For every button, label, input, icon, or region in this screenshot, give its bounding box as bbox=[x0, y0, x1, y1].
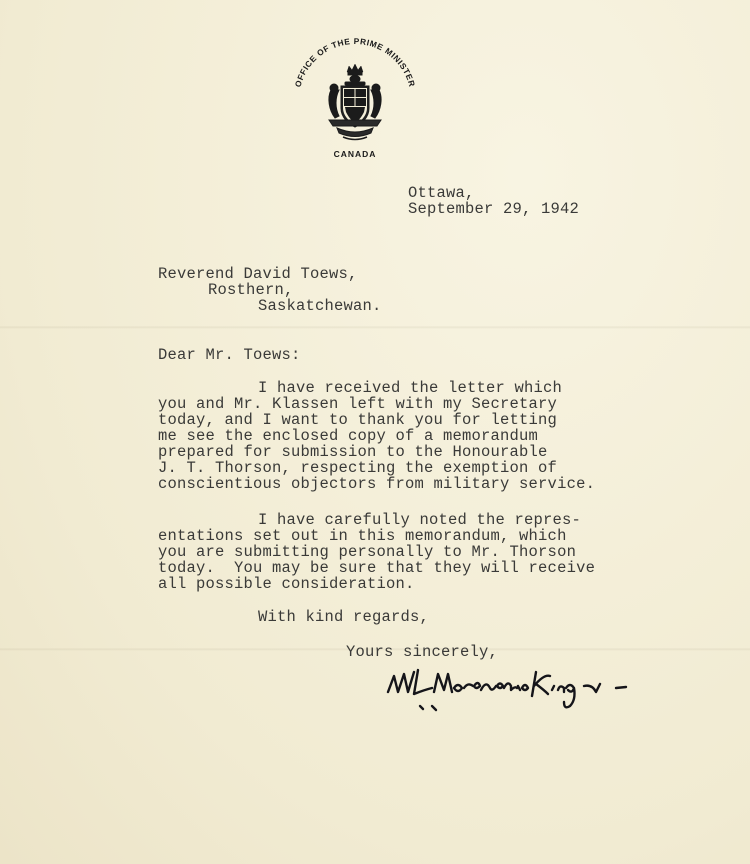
handwritten-signature-icon bbox=[384, 660, 654, 716]
recipient-name: Reverend David Toews, bbox=[158, 265, 358, 283]
dateline-date: September 29, 1942 bbox=[408, 200, 580, 218]
coat-of-arms-icon bbox=[329, 64, 381, 140]
body-line: J. T. Thorson, respecting the exemption of bbox=[158, 459, 558, 477]
body-line: today. You may be sure that they will receive bbox=[158, 559, 596, 577]
letterhead bbox=[285, 38, 425, 163]
body-line: me see the enclosed copy of a memorandum bbox=[158, 427, 539, 445]
recipient-province: Saskatchewan. bbox=[258, 297, 382, 315]
body-line: I have received the letter which bbox=[258, 379, 563, 397]
body-line: prepared for submission to the Honourable bbox=[158, 443, 548, 461]
recipient-town: Rosthern, bbox=[208, 281, 294, 299]
letterhead-seal bbox=[285, 38, 425, 150]
body-line: conscientious objectors from military service. bbox=[158, 475, 596, 493]
regards-line: With kind regards, bbox=[258, 608, 430, 626]
body-line: all possible consideration. bbox=[158, 575, 415, 593]
body-line: you are submitting personally to Mr. Thorson bbox=[158, 543, 577, 561]
body-line: you and Mr. Klassen left with my Secretary bbox=[158, 395, 558, 413]
letterhead-country: CANADA bbox=[333, 149, 377, 159]
body-line: today, and I want to thank you for letting bbox=[158, 411, 558, 429]
office-of-prime-minister-text: OFFICE OF THE PRIME MINISTER bbox=[292, 38, 418, 89]
signature bbox=[384, 660, 654, 721]
closing-line: Yours sincerely, bbox=[346, 643, 499, 661]
body-line: entations set out in this memorandum, which bbox=[158, 527, 567, 545]
salutation: Dear Mr. Toews: bbox=[158, 346, 301, 364]
dateline-city: Ottawa, bbox=[408, 184, 475, 202]
body-line: I have carefully noted the repres- bbox=[258, 511, 582, 529]
